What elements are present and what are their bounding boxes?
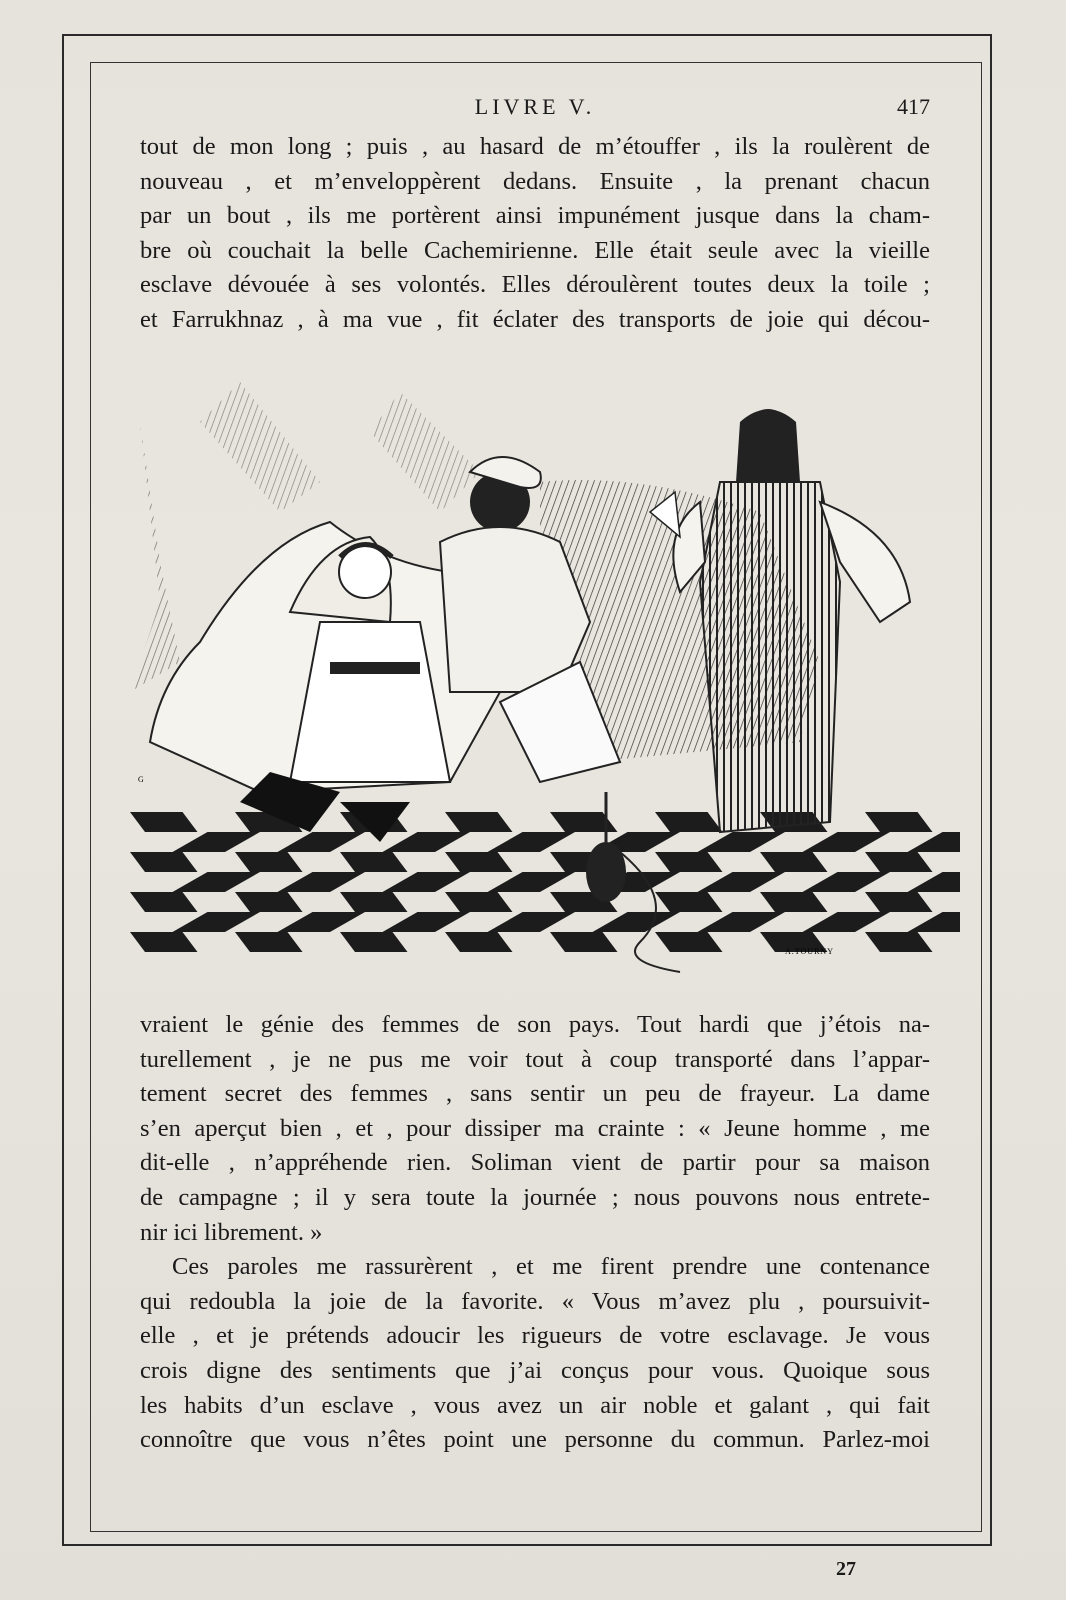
floor-tile <box>488 912 576 932</box>
text-line: qui redoubla la joie de la favorite. « Vous m’avez plu , poursuivit- <box>140 1287 930 1315</box>
floor-tile <box>235 892 303 912</box>
floor-tile <box>865 932 933 952</box>
floor-tile <box>698 872 786 892</box>
floor-tile <box>593 912 681 932</box>
floor-tile <box>803 912 891 932</box>
text-line: turellement , je ne pus me voir tout à coup transporté dans l’appar- <box>140 1045 930 1073</box>
engraving-illustration <box>120 362 960 980</box>
text-block-top <box>140 130 930 338</box>
floor-tile <box>340 852 408 872</box>
text-line: nir ici librement. » <box>140 1218 323 1246</box>
floor-tile <box>760 892 828 912</box>
floor-tile <box>383 912 471 932</box>
text-line: les habits d’un esclave , vous avez un air noble et galant , qui fait <box>140 1391 930 1419</box>
floor-tile <box>278 832 366 852</box>
floor-tile <box>803 832 891 852</box>
floor-tile <box>173 872 261 892</box>
signature-mark: 27 <box>836 1558 856 1580</box>
floor-tile <box>550 932 618 952</box>
text-line: crois digne des sentiments que j’ai conçus pour vous. Quoique sous <box>140 1356 930 1384</box>
floor-tile <box>760 852 828 872</box>
running-head <box>140 94 930 128</box>
text-line: connoître que vous n’êtes point une personne du commun. Parlez-moi <box>140 1426 930 1454</box>
floor-tile <box>865 812 933 832</box>
floor-tile <box>445 932 513 952</box>
floor-tile <box>173 832 261 852</box>
floor-tile <box>130 932 198 952</box>
floor-tile <box>698 832 786 852</box>
floor-tile <box>445 812 513 832</box>
floor-tile <box>383 872 471 892</box>
text-line: tout de mon long ; puis , au hasard de m’étouffer , ils la roulèrent de <box>140 133 930 160</box>
text-line: s’en aperçut bien , et , pour dissiper ma crainte : « Jeune homme , me <box>140 1114 930 1142</box>
illustrator-monogram: G <box>138 775 145 784</box>
floor-tile <box>488 872 576 892</box>
floor-tile <box>445 892 513 912</box>
floor-tile <box>235 932 303 952</box>
floor-tile <box>908 872 961 892</box>
floor-tile <box>235 852 303 872</box>
checkered-floor <box>130 812 960 952</box>
text-line: nouveau , et m’enveloppèrent dedans. Ensuite , la prenant chacun <box>140 167 930 195</box>
floor-tile <box>445 852 513 872</box>
text-line: et Farrukhnaz , à ma vue , fit éclater des transports de joie qui décou- <box>140 305 930 333</box>
text-line: dit-elle , n’appréhende rien. Soliman vient de partir pour sa maison <box>140 1149 930 1177</box>
floor-tile <box>655 852 723 872</box>
floor-tile <box>698 912 786 932</box>
page-number: 417 <box>897 94 930 119</box>
floor-tile <box>865 852 933 872</box>
floor-tile <box>488 832 576 852</box>
running-title: LIVRE V. <box>474 94 596 119</box>
floor-tile <box>130 892 198 912</box>
floor-tile <box>655 932 723 952</box>
floor-tile <box>908 832 961 852</box>
text-line: par un bout , ils me portèrent ainsi impunément jusque dans la cham- <box>140 202 930 230</box>
text-line: esclave dévouée à ses volontés. Elles déroulèrent toutes deux la toile ; <box>140 271 930 299</box>
floor-tile <box>383 832 471 852</box>
text-line: bre où couchait la belle Cachemirienne. Elle était seule avec la vieille <box>140 236 930 264</box>
floor-tile <box>655 892 723 912</box>
floor-tile <box>340 892 408 912</box>
text-line: de campagne ; il y sera toute la journée ; nous pouvons nous entrete- <box>140 1183 930 1211</box>
floor-tile <box>908 912 961 932</box>
floor-tile <box>340 932 408 952</box>
floor-tile <box>278 872 366 892</box>
floor-tile <box>865 892 933 912</box>
floor-tile <box>278 912 366 932</box>
floor-tile <box>803 872 891 892</box>
engraver-signature: A.TOURNY <box>785 947 834 956</box>
text-line: vraient le génie des femmes de son pays. Tout hardi que j’étois na- <box>140 1011 930 1038</box>
floor-tile <box>130 852 198 872</box>
floor-tile <box>173 912 261 932</box>
text-line: Ces paroles me rassurèrent , et me firent prendre une contenance <box>172 1253 930 1281</box>
text-line: tement secret des femmes , sans sentir un peu de frayeur. La dame <box>140 1080 930 1108</box>
text-block-bottom <box>140 1008 930 1458</box>
floor-tile <box>655 812 723 832</box>
text-line: elle , et je prétends adoucir les rigueurs de votre esclavage. Je vous <box>140 1322 930 1350</box>
floor-tile <box>130 812 198 832</box>
